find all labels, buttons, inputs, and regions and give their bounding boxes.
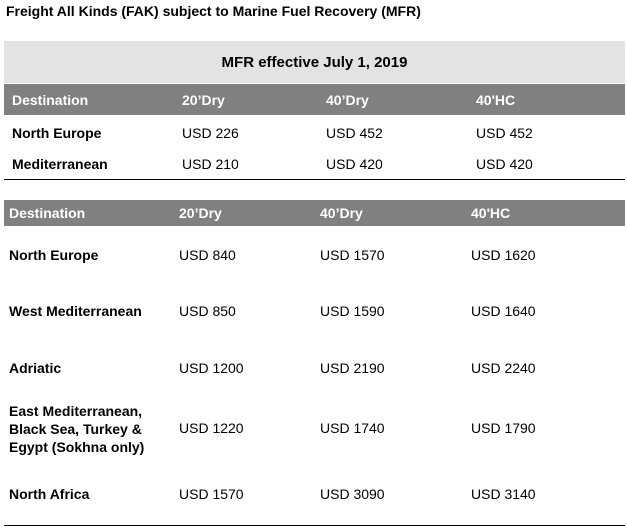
table2-header-40hc: 40'HC	[471, 205, 511, 221]
price-cell: USD 420	[476, 156, 533, 172]
page-title: Freight All Kinds (FAK) subject to Marine Fuel Recovery (MFR)	[6, 3, 421, 19]
price-cell: USD 1620	[471, 247, 536, 263]
destination-cell: Adriatic	[9, 360, 62, 376]
price-cell: USD 452	[326, 125, 383, 141]
price-cell: USD 1740	[320, 420, 385, 436]
price-cell: USD 1590	[320, 303, 385, 319]
price-cell: USD 1200	[179, 360, 244, 376]
price-cell: USD 210	[182, 156, 239, 172]
table1-bottom-rule	[4, 179, 625, 180]
destination-line: Black Sea, Turkey &	[9, 421, 142, 437]
destination-cell: Mediterranean	[12, 156, 108, 172]
mfr-effective-banner: MFR effective July 1, 2019	[4, 41, 625, 83]
price-cell: USD 1570	[179, 486, 244, 502]
price-cell: USD 3140	[471, 486, 536, 502]
price-cell: USD 850	[179, 303, 236, 319]
table2-bottom-rule	[4, 525, 625, 526]
destination-cell: North Africa	[9, 486, 90, 502]
destination-cell-multiline	[9, 402, 144, 456]
price-cell: USD 1790	[471, 420, 536, 436]
table2-header-40dry: 40’Dry	[320, 205, 363, 221]
price-cell: USD 2190	[320, 360, 385, 376]
table1-header-destination: Destination	[12, 92, 89, 108]
table1-header-40dry: 40’Dry	[326, 92, 369, 108]
destination-line: East Mediterranean,	[9, 403, 143, 419]
price-cell: USD 3090	[320, 486, 385, 502]
price-cell: USD 840	[179, 247, 236, 263]
price-cell: USD 2240	[471, 360, 536, 376]
table1-header-20dry: 20’Dry	[182, 92, 225, 108]
table2-header-destination: Destination	[9, 205, 86, 221]
destination-cell: West Mediterranean	[9, 303, 142, 319]
price-cell: USD 1640	[471, 303, 536, 319]
table2-header-row	[4, 200, 625, 226]
price-cell: USD 452	[476, 125, 533, 141]
price-cell: USD 1570	[320, 247, 385, 263]
table2-header-20dry: 20’Dry	[179, 205, 222, 221]
destination-cell: North Europe	[12, 125, 102, 141]
price-cell: USD 226	[182, 125, 239, 141]
table1-header-row	[4, 84, 625, 115]
destination-line: Egypt (Sokhna only)	[9, 439, 145, 455]
destination-cell: North Europe	[9, 247, 99, 263]
price-cell: USD 1220	[179, 420, 244, 436]
price-cell: USD 420	[326, 156, 383, 172]
table1-header-40hc: 40'HC	[476, 92, 516, 108]
